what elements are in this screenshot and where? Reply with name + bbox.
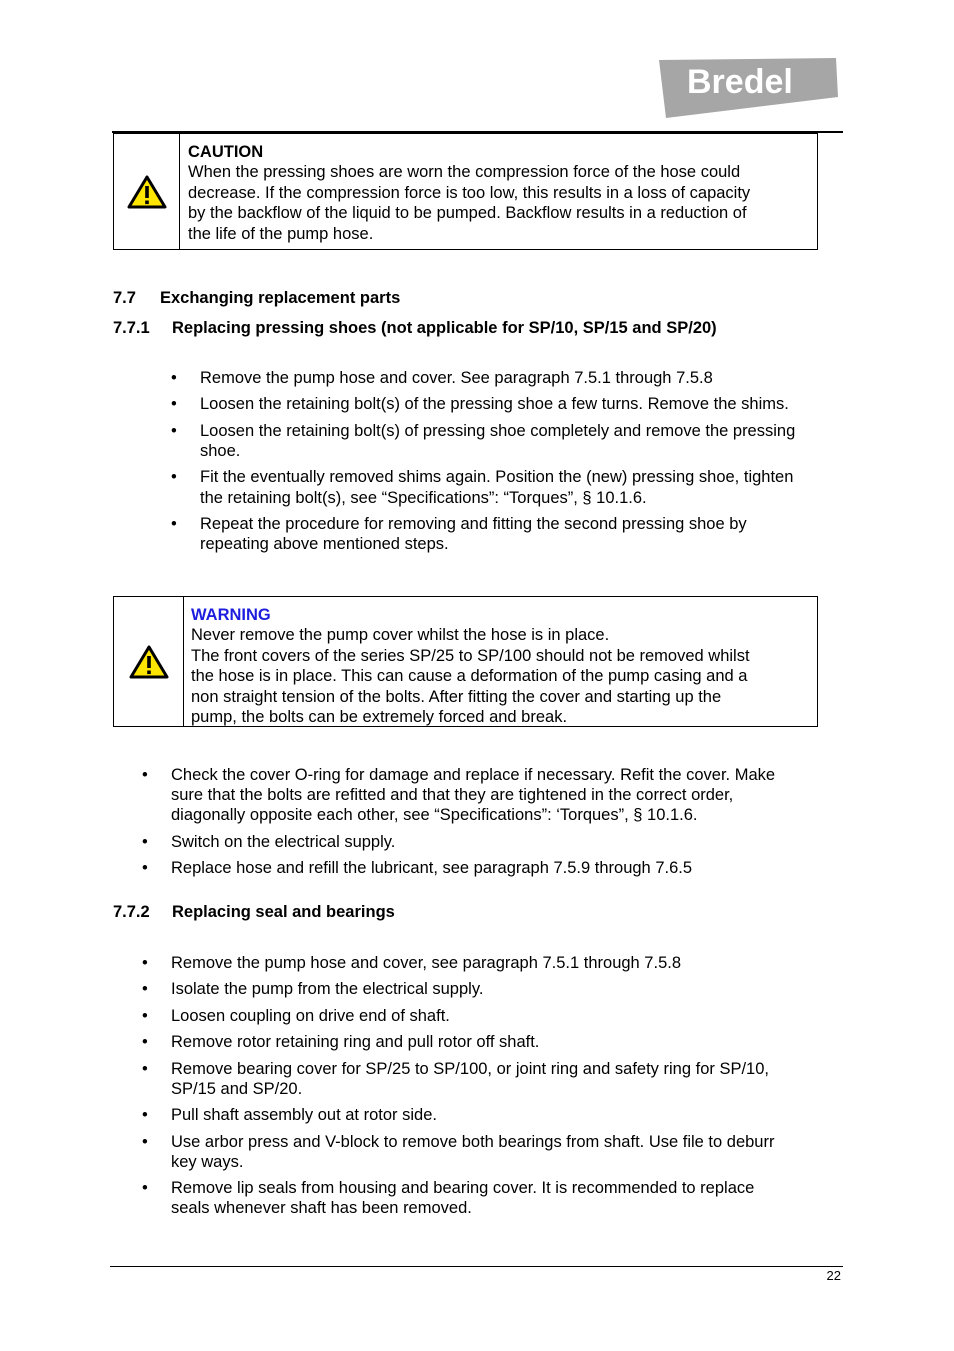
footer-rule [110, 1266, 843, 1267]
list-item: • Replace hose and refill the lubricant, see paragraph 7.5.9 through 7.6.5 [171, 858, 841, 878]
page-number: 22 [826, 1268, 841, 1283]
warning-box [113, 596, 818, 727]
cover-refit-steps [171, 765, 841, 885]
warning-line: pump, the bolts can be extremely forced and break. [191, 708, 568, 727]
pressing-shoes-steps [200, 368, 845, 561]
list-item: • Pull shaft assembly out at rotor side. [171, 1105, 841, 1125]
svg-text:Bredel: Bredel [687, 63, 793, 101]
caution-text [188, 142, 805, 244]
caution-box [113, 133, 818, 250]
section-number: 7.7.1 [113, 319, 150, 337]
list-item: • Repeat the procedure for removing and fitting the second pressing shoe by repeating above mentioned steps. [200, 514, 845, 554]
list-item: • Remove the pump hose and cover, see paragraph 7.5.1 through 7.5.8 [171, 953, 841, 973]
bredel-logo [656, 57, 839, 119]
warning-line: The front covers of the series SP/25 to SP/100 should not be removed whilst [191, 646, 750, 665]
list-item: • Loosen the retaining bolt(s) of the pressing shoe a few turns. Remove the shims. [200, 394, 845, 414]
list-item: • Isolate the pump from the electrical supply. [171, 979, 841, 999]
section-number: 7.7 [113, 289, 136, 307]
list-item: • Remove the pump hose and cover. See paragraph 7.5.1 through 7.5.8 [200, 368, 845, 388]
list-item: • Use arbor press and V-block to remove both bearings from shaft. Use file to deburr key ways. [171, 1132, 841, 1172]
list-item: • Remove bearing cover for SP/25 to SP/100, or joint ring and safety ring for SP/10, SP/15 and SP/20. [171, 1059, 841, 1099]
list-item: • Remove rotor retaining ring and pull rotor off shaft. [171, 1032, 841, 1052]
caution-icon-cell [114, 134, 180, 249]
caution-line: by the backflow of the liquid to be pumped. Backflow results in a reduction of [188, 204, 747, 223]
caution-body [188, 162, 805, 244]
seal-bearings-steps [171, 953, 841, 1225]
warning-title: WARNING [191, 606, 271, 624]
warning-triangle-icon [129, 645, 169, 679]
list-item: • Remove lip seals from housing and bearing cover. It is recommended to replace seals whenever shaft has been removed. [171, 1178, 841, 1218]
warning-icon-cell [114, 597, 184, 726]
warning-line: non straight tension of the bolts. After fitting the cover and starting up the [191, 687, 722, 706]
section-number: 7.7.2 [113, 903, 150, 921]
caution-title: CAUTION [188, 143, 264, 161]
caution-line: When the pressing shoes are worn the compression force of the hose could [188, 163, 741, 182]
warning-body [191, 625, 805, 727]
warning-line: Never remove the pump cover whilst the hose is in place. [191, 626, 610, 645]
warning-triangle-icon [127, 175, 167, 209]
list-item: • Check the cover O-ring for damage and replace if necessary. Refit the cover. Make sure that the bolts are refitted and that they are tightened in the correct order, diagonally opposite each other, see “Specifications”: ‘Torques”, § 10.1.6. [171, 765, 841, 826]
caution-line: decrease. If the compression force is too low, this results in a loss of capacity [188, 183, 751, 202]
list-item: • Loosen coupling on drive end of shaft. [171, 1006, 841, 1026]
list-item: • Switch on the electrical supply. [171, 832, 841, 852]
section-title: Exchanging replacement parts [160, 289, 401, 307]
warning-text [191, 605, 805, 727]
list-item: • Loosen the retaining bolt(s) of pressing shoe completely and remove the pressing shoe. [200, 421, 845, 461]
caution-line: the life of the pump hose. [188, 224, 374, 243]
section-title: Replacing pressing shoes (not applicable for SP/10, SP/15 and SP/20) [172, 319, 717, 337]
list-item: • Fit the eventually removed shims again. Position the (new) pressing shoe, tighten the retaining bolt(s), see “Specifications”: “Torques”, § 10.1.6. [200, 467, 845, 507]
warning-line: the hose is in place. This can cause a deformation of the pump casing and a [191, 667, 748, 686]
section-title: Replacing seal and bearings [172, 903, 395, 921]
